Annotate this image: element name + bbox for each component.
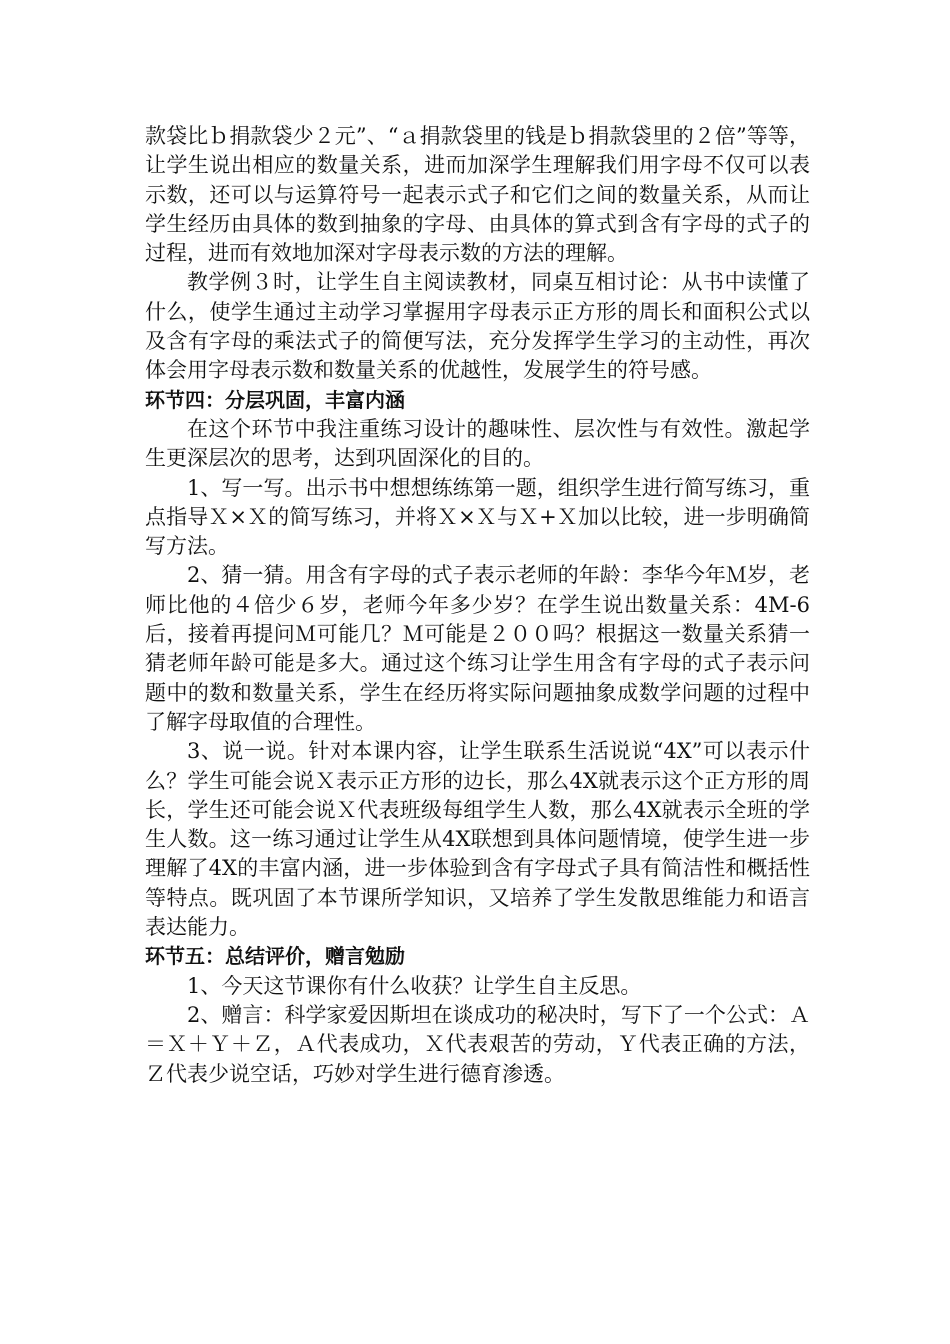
paragraph-exercise-speak: 3、说一说。针对本课内容，让学生联系生活说说“4X”可以表示什么？学生可能会说Ｘ表示正方形的边长，那么4X就表示这个正方形的周长，学生还可能会说Ｘ代表班级每组学生人数，那么4X就表示全班的学生人数。这一练习通过让学生从4X联想到具体问题情境，使学生进一步理解了4X的丰富内涵，进一步体验到含有字母式子具有简洁性和概括性等特点。既巩固了本节课所学知识，又培养了学生发散思维能力和语言表达能力。 <box>145 739 810 940</box>
paragraph-section-4-intro: 在这个环节中我注重练习设计的趣味性、层次性与有效性。激起学生更深层次的思考，达到巩固深化的目的。 <box>145 416 810 471</box>
paragraph-reflection: 1、今天这节课你有什么收获？让学生自主反思。 <box>187 973 642 998</box>
paragraph-exercise-guess: 2、猜一猜。用含有字母的式子表示老师的年龄：李华今年Ｍ岁，老师比他的４倍少６岁，老师今年多少岁？在学生说出数量关系：4M-6后，接着再提问Ｍ可能几？Ｍ可能是２００吗？根据这一数量关系猜一猜老师年龄可能是多大。通过这个练习让学生用含有字母的式子表示问题中的数和数量关系，学生在经历将实际问题抽象成数学问题的过程中了解字母取值的合理性。 <box>145 563 810 734</box>
section-heading-4: 环节四：分层巩固，丰富内涵 <box>145 387 405 412</box>
paragraph-motto: 2、赠言：科学家爱因斯坦在谈成功的秘决时，写下了一个公式：Ａ＝Ｘ＋Ｙ＋Ｚ，Ａ代表成功，Ｘ代表艰苦的劳动，Ｙ代表正确的方法，Ｚ代表少说空话，巧妙对学生进行德育渗透。 <box>145 1002 810 1086</box>
section-heading-5: 环节五：总结评价，赠言勉励 <box>145 944 405 969</box>
document-page <box>145 122 810 1089</box>
paragraph-exercise-write: 1、写一写。出示书中想想练练第一题，组织学生进行简写练习，重点指导Ｘ×Ｘ的简写练习，并将Ｘ×Ｘ与Ｘ+Ｘ加以比较，进一步明确简写方法。 <box>145 475 810 559</box>
paragraph-intro-continued: 款袋比ｂ捐款袋少２元”、“ａ捐款袋里的钱是ｂ捐款袋里的２倍”等等，让学生说出相应的数量关系，进而加深学生理解我们用字母不仅可以表示数，还可以与运算符号一起表示式子和它们之间的数量关系，从而让学生经历由具体的数到抽象的字母、由具体的算式到含有字母的式子的过程，进而有效地加深对字母表示数的方法的理解。 <box>145 124 810 266</box>
paragraph-example-3: 教学例３时，让学生自主阅读教材，同桌互相讨论：从书中读懂了什么，使学生通过主动学习掌握用字母表示正方形的周长和面积公式以及含有字母的乘法式子的简便写法，充分发挥学生学习的主动性，再次体会用字母表示数和数量关系的优越性，发展学生的符号感。 <box>145 270 810 383</box>
